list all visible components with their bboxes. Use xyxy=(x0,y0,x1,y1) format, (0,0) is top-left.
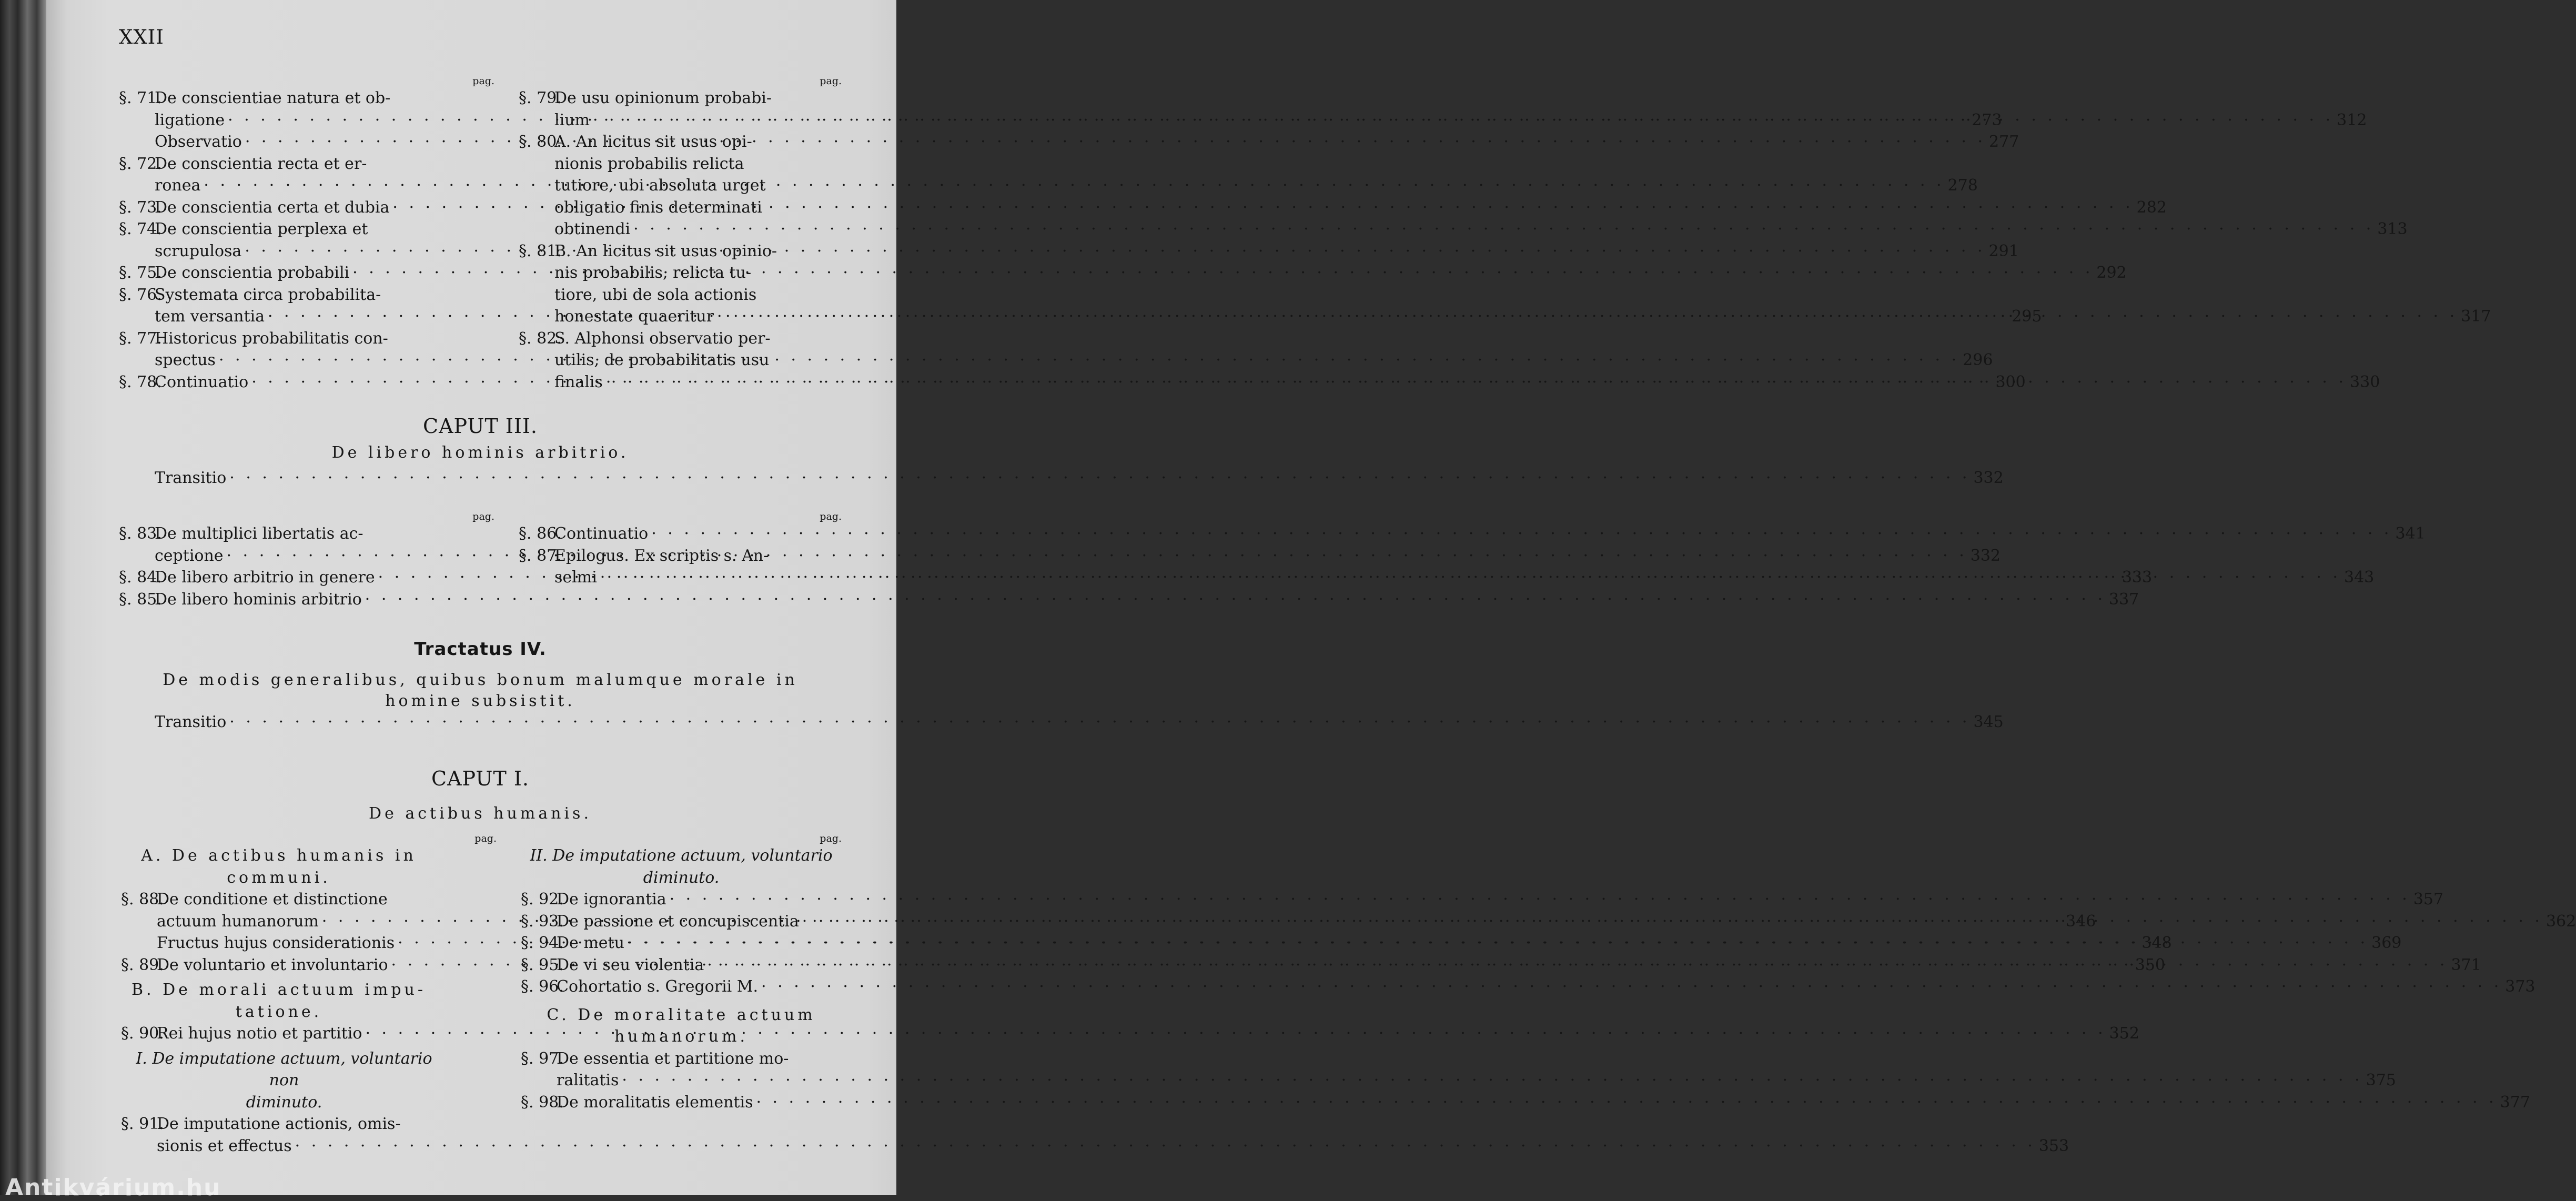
subsection-heading-b: B. De morali actuum impu- tatione. xyxy=(132,981,426,1021)
dot-leader xyxy=(606,371,2347,393)
section-number: §. 73. xyxy=(119,198,162,217)
page-ref: 312 xyxy=(2337,110,2367,129)
section-number: §. 76. xyxy=(119,285,162,304)
section-number: §. 98. xyxy=(521,1093,564,1112)
entry-title: De conscientia certa et dubia xyxy=(155,198,390,217)
caput-i-subtitle: De actibus humanis. xyxy=(369,804,592,823)
section-number: §. 92. xyxy=(521,890,564,909)
entry-title: sionis et effectus xyxy=(157,1136,292,1155)
entry-title: De multiplici libertatis ac- xyxy=(155,524,363,543)
entry-title: actuum humanorum xyxy=(157,912,319,931)
entry-title: De passione et concupiscentia xyxy=(557,912,799,931)
page-ref: 341 xyxy=(2395,524,2426,543)
dot-leader xyxy=(628,932,2368,954)
entry-title: De voluntario et involuntario xyxy=(157,955,388,974)
toc-entry xyxy=(519,523,2426,545)
page-ref: 369 xyxy=(2371,934,2402,952)
section-number: §. 72. xyxy=(119,154,162,173)
section-number: §. 96. xyxy=(521,977,564,996)
entry-title: Historicus probabilitatis con- xyxy=(155,329,388,348)
toc-list xyxy=(121,1113,2069,1157)
page-ref: 350 xyxy=(2135,955,2165,974)
page-ref: 313 xyxy=(2377,220,2408,238)
page-ref: 346 xyxy=(2066,912,2096,931)
toc-entry xyxy=(521,1048,2396,1092)
pag-label: pag. xyxy=(820,833,842,844)
page-ref: 343 xyxy=(2344,568,2375,587)
section-number: §. 86. xyxy=(519,524,562,543)
page-ref: 273 xyxy=(1972,110,2002,129)
page-ref: 282 xyxy=(2136,198,2167,217)
entry-title: lium xyxy=(554,110,590,129)
section-number xyxy=(121,932,157,954)
entry-title: honestate quaeritur xyxy=(554,307,714,326)
pag-label: pag. xyxy=(472,75,494,87)
subsection-heading-c: C. De moralitate actuum humanorum. xyxy=(547,1005,816,1046)
section-number: §. 77. xyxy=(119,329,162,348)
entry-title: tutiore, ubi absoluta urget xyxy=(554,176,766,195)
entry-title: spectus xyxy=(155,351,216,369)
transitio-label: Transitio xyxy=(155,469,227,487)
dot-leader xyxy=(651,523,2392,545)
entry-title: De moralitatis elementis xyxy=(557,1093,753,1112)
page-ref: 296 xyxy=(1963,351,1993,369)
section-number: §. 82. xyxy=(519,329,562,348)
section-number: §. 94. xyxy=(521,934,564,952)
entry-title: scrupulosa xyxy=(155,241,242,260)
page-ref: 291 xyxy=(1988,241,2019,260)
page-ref: 371 xyxy=(2451,955,2481,974)
section-number: §. 79. xyxy=(519,89,562,107)
entry-title: De libero hominis arbitrio xyxy=(155,590,362,609)
toc-entry xyxy=(521,889,2444,911)
page-ref: 295 xyxy=(2012,307,2042,326)
pag-label: pag. xyxy=(474,833,497,844)
page-ref: 345 xyxy=(1973,713,2004,731)
entry-title: obtinendi xyxy=(554,220,631,238)
entry-title: De vi seu violentia xyxy=(557,955,704,974)
dot-leader xyxy=(593,109,2333,132)
section-number: §. 88. xyxy=(121,890,164,909)
pag-label: pag. xyxy=(820,511,842,522)
section-number: §. 93. xyxy=(521,912,564,931)
page-ref: 377 xyxy=(2500,1093,2530,1112)
entry-title: De libero arbitrio in genere xyxy=(155,568,375,587)
section-number: §. 78. xyxy=(119,372,162,391)
page-ref: 375 xyxy=(2366,1071,2396,1089)
entry-title: B. An licitus sit usus opinio- xyxy=(554,241,777,260)
tractatus-title: Tractatus IV. xyxy=(414,639,547,660)
entry-title: De conditione et distinctione xyxy=(157,890,388,909)
toc-entry xyxy=(521,1092,2530,1114)
page-number: XXII xyxy=(119,26,164,48)
entry-title: selmi xyxy=(554,568,597,587)
page-ref: 278 xyxy=(1947,176,1978,195)
dot-leader xyxy=(295,1135,2036,1157)
entry-title: De conscientia probabili xyxy=(155,264,350,282)
watermark: Antikvárium.hu xyxy=(5,1174,221,1201)
page-ref: 277 xyxy=(1989,133,2019,151)
dot-leader xyxy=(229,711,1970,733)
entry-title: nis probabilis, relicta tu- xyxy=(554,264,752,282)
pag-label: pag. xyxy=(820,75,842,87)
dot-leader xyxy=(600,567,2341,589)
page-ref: 348 xyxy=(2141,934,2172,952)
book-spine xyxy=(0,0,46,1195)
subsection-heading-ii: II. De imputatione actuum, voluntario diminuto. xyxy=(530,846,833,887)
page-ref: 352 xyxy=(2109,1024,2139,1043)
section-number: §. 90. xyxy=(121,1024,164,1043)
toc-entry xyxy=(521,976,2535,998)
entry-title: tem versantia xyxy=(155,307,265,326)
entry-title: ceptione xyxy=(155,546,224,565)
section-number: §. 97. xyxy=(521,1049,564,1068)
caput-iii-title: CAPUT III. xyxy=(423,415,538,438)
page-ref: 333 xyxy=(2122,568,2153,587)
page-ref: 332 xyxy=(1973,469,2004,487)
dot-leader xyxy=(802,911,2543,933)
entry-title: Fructus hujus considerationis xyxy=(157,934,395,952)
subsection-heading-i: I. De imputatione actuum, voluntario non diminuto. xyxy=(136,1049,432,1112)
entry-title: De ignorantia xyxy=(557,890,666,909)
caput-i-title: CAPUT I. xyxy=(431,767,529,790)
page-ref: 373 xyxy=(2505,977,2535,996)
entry-title: obligatio finis determinati xyxy=(554,198,762,217)
entry-title: Rei hujus notio et partitio xyxy=(157,1024,362,1043)
entry-title: De metu xyxy=(557,934,624,952)
entry-title: Cohortatio s. Gregorii M. xyxy=(557,977,759,996)
section-number: §. 75. xyxy=(119,264,162,282)
section-number: §. 89. xyxy=(121,955,164,974)
entry-title: utilis, de probabilitatis usu xyxy=(554,351,770,369)
dot-leader xyxy=(365,589,2106,611)
transitio-entry xyxy=(155,711,2004,733)
dot-leader xyxy=(717,306,2458,328)
entry-title: De essentia et partitione mo- xyxy=(557,1049,789,1068)
section-number: §. 85. xyxy=(119,590,162,609)
toc-list xyxy=(521,1048,2530,1114)
page-ref: 330 xyxy=(2350,372,2380,391)
entry-title: ronea xyxy=(155,176,201,195)
tractatus-subtitle-2: homine subsistit. xyxy=(385,692,575,710)
transitio-entry xyxy=(155,467,2004,489)
section-number: §. 71. xyxy=(119,89,162,107)
page-ref: 332 xyxy=(1970,546,2001,565)
entry-title: Epilogus. Ex scriptis s. An- xyxy=(554,546,769,565)
page-ref: 362 xyxy=(2545,912,2576,931)
section-number: §. 95. xyxy=(521,955,564,974)
page-ref: 317 xyxy=(2461,307,2491,326)
dot-leader xyxy=(707,954,2448,976)
entry-title: nionis probabilis relicta xyxy=(554,154,744,173)
entry-title: ralitatis xyxy=(557,1071,619,1089)
entry-title: A. An licitus sit usus opi- xyxy=(554,133,752,151)
entry-title: S. Alphonsi observatio per- xyxy=(554,329,771,348)
section-number xyxy=(119,131,155,153)
dot-leader xyxy=(670,889,2410,911)
dot-leader xyxy=(622,1069,2362,1092)
entry-title: De conscientia recta et er- xyxy=(155,154,367,173)
section-number: §. 84. xyxy=(119,568,162,587)
section-number: §. 83. xyxy=(119,524,162,543)
transitio-label: Transitio xyxy=(155,713,227,731)
section-number: §. 74. xyxy=(119,220,162,238)
tractatus-subtitle-1: De modis generalibus, quibus bonum malumque morale in xyxy=(163,671,798,689)
dot-leader xyxy=(756,1092,2497,1114)
toc-entry xyxy=(121,1113,2069,1157)
dot-leader xyxy=(761,976,2502,998)
entry-title: De imputatione actionis, omis- xyxy=(157,1115,401,1133)
section-number: §. 81. xyxy=(519,241,562,260)
entry-title: ligatione xyxy=(155,110,225,129)
page-ref: 337 xyxy=(2108,590,2139,609)
entry-title: De usu opinionum probabi- xyxy=(554,89,772,107)
entry-title: Continuatio xyxy=(155,372,249,391)
caput-iii-subtitle: De libero hominis arbitrio. xyxy=(331,443,629,462)
entry-title: De conscientia perplexa et xyxy=(155,220,368,238)
section-number: §. 87. xyxy=(519,546,562,565)
section-number: §. 91. xyxy=(121,1115,164,1133)
subsection-heading-a: A. De actibus humanis in communi. xyxy=(141,846,417,887)
dot-leader xyxy=(633,218,2374,240)
pag-label: pag. xyxy=(472,511,494,522)
toc-entry xyxy=(119,589,2139,611)
page-ref: 292 xyxy=(2096,264,2127,282)
entry-title: Continuatio xyxy=(554,524,649,543)
dot-leader xyxy=(229,467,1970,489)
page-ref: 357 xyxy=(2413,890,2444,909)
page-ref: 353 xyxy=(2038,1136,2069,1155)
entry-title: Systemata circa probabilita- xyxy=(155,285,381,304)
section-number: §. 80. xyxy=(519,133,562,151)
entry-title: tiore, ubi de sola actionis xyxy=(554,285,757,304)
page-ref: 300 xyxy=(1995,372,2026,391)
entry-title: De conscientiae natura et ob- xyxy=(155,89,391,107)
entry-title: Observatio xyxy=(155,133,242,151)
entry-title: finalis xyxy=(554,372,603,391)
